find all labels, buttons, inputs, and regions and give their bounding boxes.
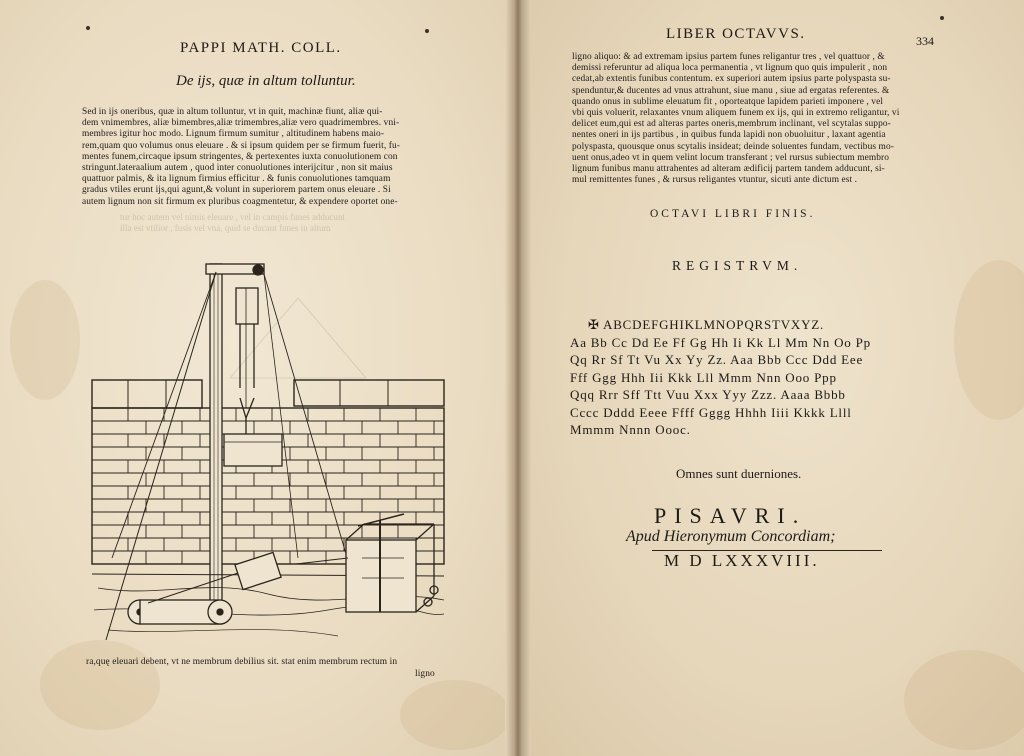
text-line: uent onus,adeo vt in quem velint locum transferant ; vel rursus subiectum membro	[572, 152, 890, 163]
text-line: Sed in ijs oneribus, quæ in altum tolluntur, vt in quit, machinæ fiunt, aliæ qui-	[82, 107, 383, 117]
imprint-city: PISAVRI.	[654, 503, 807, 528]
text-line: cedat,ab extentis funibus contentum. ex superiori autem ipsius parte polyspasta su-	[572, 74, 891, 85]
registrum-line: Cccc Dddd Eeee Ffff Gggg Hhhh Iiii Kkkk Llll	[570, 404, 852, 420]
section-subhead: De ijs, quæ in altum tolluntur.	[176, 73, 356, 89]
book-gutter	[505, 0, 531, 756]
text-line: polyspasta, quousque onus scytalis insideat; deinde soluentes fundam, vectibus mo-	[572, 141, 894, 152]
text-line: quattuor palmis, & ita lignum firmius efficitur . & funis conuolutiones tamquam	[82, 174, 391, 185]
registrum-line: Fff Ggg Hhh Iii Kkk Lll Mmm Nnn Ooo Ppp	[570, 369, 837, 385]
text-line: ligno aliquo: & ad extremam ipsius partem funes religantur tres , vel quattuor , &	[572, 52, 885, 62]
show-through-text	[120, 212, 440, 234]
finis-heading: OCTAVI LIBRI FINIS.	[650, 208, 816, 220]
body-text-block	[82, 107, 444, 208]
text-line: mentes funem,circaque ipsum stringentes, & pertexentes iuxta conuolutionem con	[82, 151, 398, 162]
running-head: PAPPI MATH. COLL.	[180, 40, 342, 56]
text-line: lignum funibus manu attrahentes ad alteram ædificij partem tandem adducunt, si-	[572, 164, 885, 175]
right-page	[524, 0, 1024, 756]
registrum-line: ✠ ABCDEFGHIKLMNOPQRSTVXYZ.	[588, 317, 825, 332]
text-line: demissi referuntur ad aliqua loca permanentia , vt lignum quo quis impulerit , non	[572, 63, 888, 74]
paper-stain	[40, 640, 160, 730]
text-line: nentes oneri in ijs partibus , in quibus funda lapidi non obuoluitur , laxant agentia	[572, 130, 886, 141]
text-line: rem,quam quo volumus onus eleuare . & si ipsum quidem per se firmum fuerit, fu-	[82, 140, 400, 151]
text-line: dem vnimembres, aliæ bimembres,aliæ trimembres,aliæ vero quadrimembres. vni-	[82, 118, 400, 129]
registrum-heading: REGISTRVM.	[672, 258, 803, 273]
text-line: gradus vtiles erunt ijs,qui agunt,& volunt in superiorem partem onus eleuare . Si	[82, 185, 391, 196]
running-head: LIBER OCTAVVS.	[666, 26, 806, 42]
text-line: quando onus in sublime eleuatum fit , oporteatque lapidem parieti imponere , vel	[572, 96, 884, 107]
quire-note: Omnes sunt duerniones.	[676, 466, 802, 481]
text-line: mul remittentes funes , & rursus religantes vtuntur, sicuti ante dictum est .	[572, 175, 858, 186]
paper-stain	[400, 680, 510, 750]
caption-line: ra,quę eleuari debent, vt ne membrum debilius sit. stat enim membrum rectum in	[86, 657, 398, 667]
imprint-year: M D LXXXVIII.	[664, 551, 820, 570]
text-line: vbi quis voluerit, relaxantes vnum aliquem funem ex ijs, qui in extremo religantur, vi	[572, 108, 900, 119]
ink-speck	[425, 29, 429, 33]
show-through-line: tur hoc autem vel nimis eleuare , vel in campis funes adducunt	[120, 212, 345, 222]
paper-stain	[904, 650, 1024, 750]
body-text-block	[572, 52, 944, 186]
registrum-line: Aa Bb Cc Dd Ee Ff Gg Hh Ii Kk Ll Mm Nn Oo Pp	[570, 334, 871, 350]
text-line: membres igitur hoc modo. Lignum firmum sumitur , altitudinem habens maio-	[82, 129, 385, 140]
text-line: delicet eum,qui est ad alteras partes oneris,membrum inclinant, vel scytalas suppo-	[572, 119, 891, 130]
page-number: 334	[916, 34, 934, 48]
caption-last-word: ligno	[415, 669, 435, 679]
registrum-list	[570, 316, 970, 439]
woodcut-illustration	[88, 258, 448, 650]
registrum-line: Qqq Rrr Sff Ttt Vuu Xxx Yyy Zzz. Aaaa Bbbb	[570, 387, 846, 402]
registrum-line: Mmmm Nnnn Oooc.	[570, 422, 691, 437]
text-line: spenduntur,& ducentes ad vnus attrahunt, siue manu , siue ad ergatas referentes. &	[572, 85, 890, 96]
paper-stain	[10, 280, 80, 400]
ink-speck	[86, 26, 90, 30]
ink-speck	[940, 16, 944, 20]
imprint-printer: Apud Hieronymum Concordiam;	[626, 528, 836, 545]
text-line: stringunt.lateraalium autem , quod inter conuolutiones interijcitur , non sit maius	[82, 163, 393, 174]
text-line: autem lignum non sit firmum ex pluribus coagmentetur, & expendere oportet one-	[82, 196, 398, 207]
registrum-line: Qq Rr Sf Tt Vu Xx Yy Zz. Aaa Bbb Ccc Ddd Eee	[570, 352, 864, 367]
show-through-line: illa est vtilior , fusis vel vna, quid se ducant funes in altum	[120, 223, 331, 233]
